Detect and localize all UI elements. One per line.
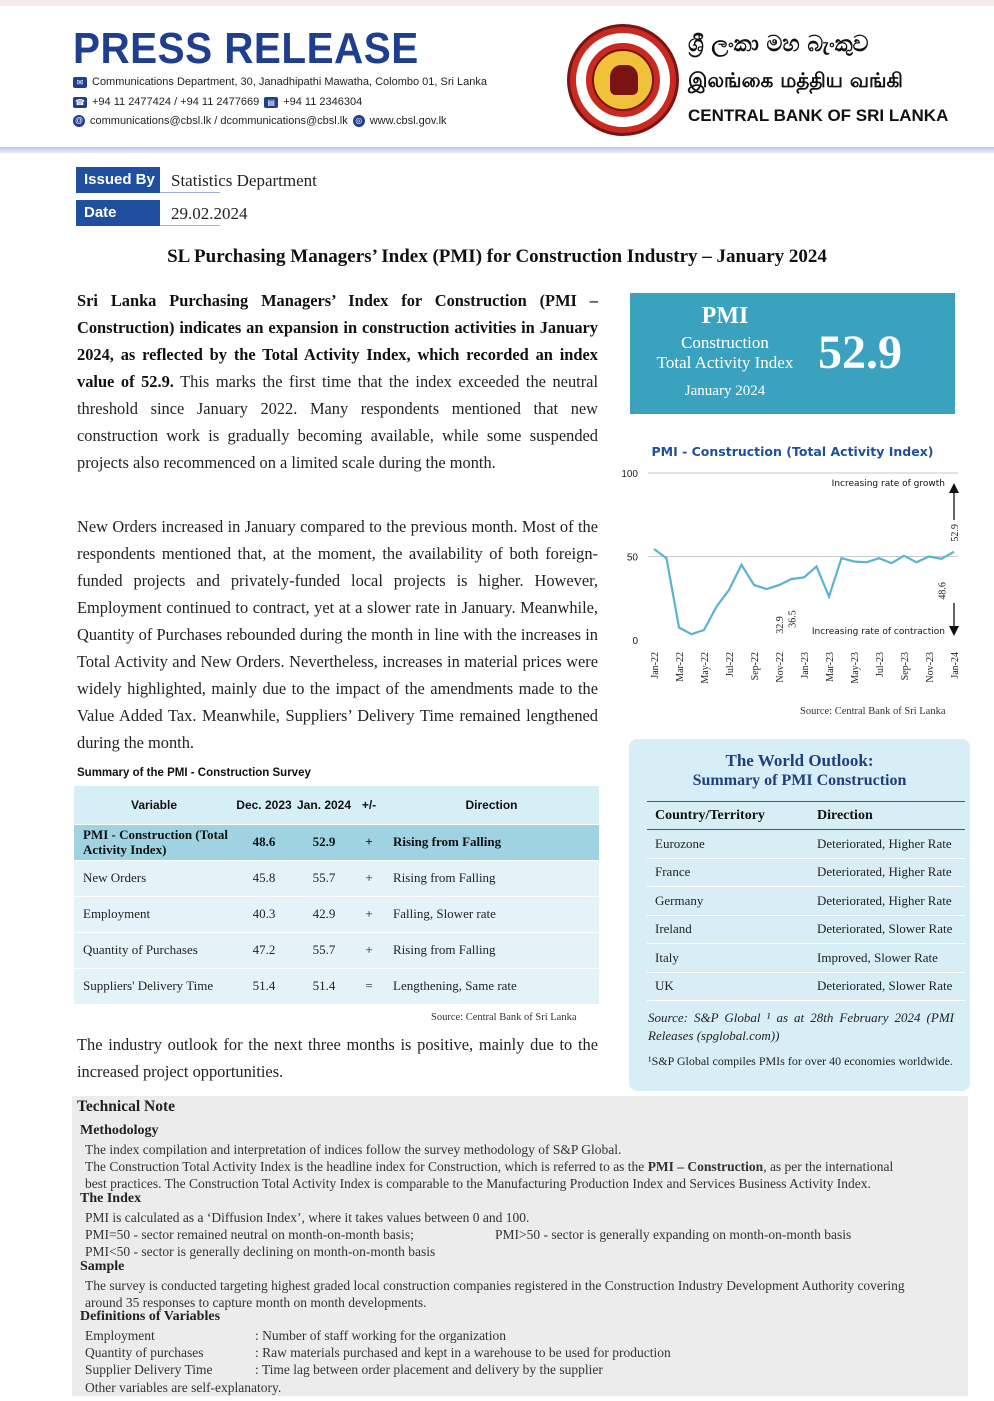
x-tick-label: Jan-24 — [950, 652, 961, 679]
definition-text: : Time lag between order placement and delivery by the supplier — [255, 1362, 603, 1377]
data-label: 48.6 — [937, 582, 949, 600]
paragraph-1-rest: This marks the first time that the index exceeded the neutral threshold since January 2022. Many respondents mentioned that new construction work is gradually becoming available, while some suspended projects also recommenced on a limited scale during the month. — [77, 372, 598, 472]
technical-note-title: Technical Note — [77, 1098, 176, 1115]
paragraph-1 — [77, 287, 598, 476]
email-line — [73, 115, 447, 127]
at-icon: @ — [74, 116, 84, 125]
down-arrow-icon — [949, 626, 959, 636]
cell-dec: 47.2 — [234, 932, 294, 968]
paragraph-1-lead: Sri Lanka Purchasing Managers’ Index for Construction (PMI – Construction) indicates an expansion in construction activities in January 2024, as reflected by the Total Activity Index, which recorded an index value of 52.9. — [77, 291, 598, 391]
cell-country: UK — [647, 972, 809, 1001]
table-row — [74, 860, 599, 896]
cell-jan: 42.9 — [294, 896, 354, 932]
cell-country: Italy — [647, 944, 809, 973]
issued-by-value: Statistics Department — [171, 171, 317, 190]
bank-name-tamil: இலங்கை மத்திய வங்கி — [688, 68, 903, 92]
key-box-period: January 2024 — [684, 383, 766, 399]
definitions-title: Definitions of Variables — [80, 1309, 221, 1324]
x-tick-label: Nov-23 — [925, 652, 936, 683]
x-tick-label: Sep-22 — [750, 652, 761, 681]
cell-dec: 48.6 — [234, 824, 294, 860]
key-index-box — [630, 293, 955, 414]
cell-direction: Deteriorated, Slower Rate — [809, 972, 965, 1001]
phone-text: +94 11 2477424 / +94 11 2477669 — [92, 96, 260, 108]
cell-sign: = — [354, 968, 384, 1004]
col-sign: +/- — [354, 786, 384, 824]
x-tick-label: Jan-23 — [800, 652, 811, 679]
lion-emblem — [610, 65, 638, 95]
col-direction: Direction — [384, 786, 599, 824]
data-label: 36.5 — [787, 610, 799, 628]
key-box-label — [630, 333, 820, 373]
cell-country: Eurozone — [647, 830, 809, 859]
chart-source: Source: Central Bank of Sri Lanka — [800, 706, 946, 717]
definition-text: : Number of staff working for the organization — [255, 1328, 507, 1343]
x-tick-label: Mar-22 — [675, 652, 686, 682]
cell-variable: Quantity of Purchases — [74, 932, 234, 968]
methodology-2 — [85, 1158, 893, 1175]
cell-country: Germany — [647, 887, 809, 916]
world-outlook-table — [647, 801, 965, 1001]
cell-variable: Suppliers' Delivery Time — [74, 968, 234, 1004]
y-tick-label: 0 — [632, 636, 638, 647]
col-country: Country/Territory — [647, 802, 809, 830]
paragraph-2: New Orders increased in January compared to the previous month. Most of the respondents mentioned that, at the moment, the availability of both foreign-funded projects and privately-funded local projects is higher. However, Employment continued to contract, yet at a slower rate in January. Meanwhile, Quantity of Purchases rebounded during the month in line with the increases in Total Activity and New Orders. Nevertheless, increases in material prices were widely highlighted, mainly due to the impact of the amendments made to the Value Added Tax. Meanwhile, Suppliers’ Delivery Time remained lengthened during the month. — [77, 517, 598, 752]
index-1: PMI is calculated as a ‘Diffusion Index’, where it takes values between 0 and 100. — [85, 1210, 530, 1225]
methodology-title: Methodology — [80, 1123, 159, 1138]
key-box-line1: Construction — [681, 333, 769, 352]
x-tick-label: May-23 — [850, 652, 861, 684]
definition-term: Employment — [85, 1328, 155, 1343]
index-3: PMI<50 - sector is generally declining on month-on-month basis — [85, 1244, 436, 1259]
cell-jan: 51.4 — [294, 968, 354, 1004]
web-text[interactable]: www.cbsl.gov.lk — [369, 115, 447, 127]
cell-jan: 55.7 — [294, 860, 354, 896]
methodology-2a: The Construction Total Activity Index is the headline index for Construction, which is referred to as the — [85, 1159, 648, 1174]
press-release-title: PRESS RELEASE — [73, 24, 419, 73]
x-tick-label: Nov-22 — [775, 652, 786, 683]
methodology-2b: PMI – Construction — [647, 1159, 764, 1174]
cell-sign: + — [354, 896, 384, 932]
sample-1: The survey is conducted targeting highest graded local construction companies registered in the Construction Industry Development Authority covering — [85, 1278, 905, 1293]
cell-sign: + — [354, 932, 384, 968]
col-dec: Dec. 2023 — [234, 786, 294, 824]
x-tick-label: May-22 — [700, 652, 711, 684]
world-outlook-source: Source: S&P Global ¹ as at 28th February 2024 (PMI Releases (spglobal.com)) — [648, 1010, 954, 1043]
cell-jan: 52.9 — [294, 824, 354, 860]
table-row — [74, 968, 599, 1004]
table-row — [74, 932, 599, 968]
definition-text: : Raw materials purchased and kept in a warehouse to be used for production — [255, 1345, 671, 1360]
key-box-title: PMI — [701, 303, 749, 329]
issued-by-label: Issued By — [76, 167, 160, 193]
pmi-line-chart — [612, 460, 972, 690]
chart-title: PMI - Construction (Total Activity Index) — [651, 444, 934, 459]
annotation-contraction: Increasing rate of contraction — [811, 627, 945, 637]
world-outlook-title: The World Outlook: — [725, 751, 874, 770]
cell-direction: Rising from Falling — [384, 932, 599, 968]
index-2a: PMI=50 - sector remained neutral on month-on-month basis; — [85, 1227, 414, 1242]
definition-term: Quantity of purchases — [85, 1345, 204, 1360]
cell-country: Ireland — [647, 915, 809, 944]
definition-term: Supplier Delivery Time — [85, 1362, 213, 1377]
header-divider — [0, 147, 994, 153]
cell-direction: Lengthening, Same rate — [384, 968, 599, 1004]
summary-table-title: Summary of the PMI - Construction Survey — [77, 767, 311, 779]
headline: SL Purchasing Managers’ Index (PMI) for Construction Industry – January 2024 — [167, 246, 827, 267]
cell-variable: PMI - Construction (Total Activity Index) — [74, 824, 234, 860]
cell-direction: Rising from Falling — [384, 860, 599, 896]
annotation-growth: Increasing rate of growth — [831, 479, 945, 489]
up-arrow-icon — [949, 483, 959, 493]
summary-table — [74, 786, 599, 1004]
x-tick-label: Sep-23 — [900, 652, 911, 681]
address-line — [73, 76, 487, 88]
x-tick-label: Jul-22 — [725, 652, 736, 677]
top-band — [0, 0, 994, 6]
col-variable: Variable — [74, 786, 234, 824]
cell-dec: 45.8 — [234, 860, 294, 896]
cell-variable: Employment — [74, 896, 234, 932]
methodology-1: The index compilation and interpretation of indices follow the survey methodology of S&P Global. — [85, 1142, 622, 1157]
phone-icon: ☎ — [73, 97, 87, 108]
mail-icon: ✉ — [73, 77, 87, 88]
table-row — [74, 896, 599, 932]
x-tick-label: Mar-23 — [825, 652, 836, 682]
list-item — [647, 858, 965, 887]
cell-direction: Deteriorated, Higher Rate — [809, 830, 965, 859]
y-tick-label: 50 — [626, 552, 638, 564]
date-label: Date — [76, 200, 160, 226]
cell-direction: Falling, Slower rate — [384, 896, 599, 932]
fax-text: +94 11 2346304 — [283, 96, 363, 108]
y-tick-label: 100 — [621, 469, 638, 480]
x-tick-label: Jul-23 — [875, 652, 886, 677]
world-outlook-header — [647, 802, 965, 830]
sample-title: Sample — [80, 1259, 125, 1274]
globe-icon: ◎ — [353, 115, 365, 127]
world-outlook-subtitle: Summary of PMI Construction — [692, 772, 907, 789]
cell-direction: Improved, Slower Rate — [809, 944, 965, 973]
col-direction: Direction — [809, 802, 965, 830]
col-jan: Jan. 2024 — [294, 786, 354, 824]
bank-name-sinhala: ශ්‍රී ලංකා මහ බැංකුව — [688, 32, 869, 57]
cell-variable: New Orders — [74, 860, 234, 896]
world-outlook-footnote: ¹S&P Global compiles PMIs for over 40 economies worldwide. — [648, 1054, 953, 1068]
cell-country: France — [647, 858, 809, 887]
list-item — [647, 915, 965, 944]
sample-2: around 35 responses to capture month on month developments. — [85, 1295, 427, 1310]
cell-dec: 40.3 — [234, 896, 294, 932]
series-line — [654, 549, 954, 634]
list-item — [647, 944, 965, 973]
x-tick-label: Jan-22 — [650, 652, 661, 679]
email-text[interactable]: communications@cbsl.lk / dcommunications@cbsl.lk — [90, 115, 348, 127]
cell-sign: + — [354, 824, 384, 860]
fax-icon: ▤ — [264, 97, 278, 108]
bank-name-english: CENTRAL BANK OF SRI LANKA — [688, 106, 949, 125]
key-box-line2: Total Activity Index — [656, 353, 794, 372]
cell-dec: 51.4 — [234, 968, 294, 1004]
key-box-value: 52.9 — [818, 326, 902, 379]
table-row — [74, 824, 599, 860]
cell-jan: 55.7 — [294, 932, 354, 968]
summary-table-header — [74, 786, 599, 824]
index-title: The Index — [80, 1191, 142, 1206]
list-item — [647, 887, 965, 916]
central-bank-seal — [567, 24, 679, 136]
cell-sign: + — [354, 860, 384, 896]
data-label: 52.9 — [950, 524, 961, 542]
technical-note — [72, 1096, 968, 1396]
phone-line — [73, 96, 362, 108]
cell-direction: Deteriorated, Higher Rate — [809, 858, 965, 887]
methodology-3: best practices. The Construction Total Activity Index is comparable to the Manufacturing Production Index and Services Business Activity Index. — [85, 1176, 871, 1191]
data-label: 32.9 — [775, 616, 786, 634]
cell-direction: Deteriorated, Slower Rate — [809, 915, 965, 944]
list-item — [647, 972, 965, 1001]
cell-direction: Rising from Falling — [384, 824, 599, 860]
date-value: 29.02.2024 — [171, 204, 248, 223]
methodology-2c: , as per the international — [763, 1159, 894, 1174]
address-text: Communications Department, 30, Janadhipathi Mawatha, Colombo 01, Sri Lanka — [92, 76, 487, 88]
table-source: Source: Central Bank of Sri Lanka — [431, 1012, 577, 1023]
seal-center — [592, 49, 654, 111]
world-outlook-panel — [629, 739, 970, 1091]
list-item — [647, 830, 965, 859]
cell-direction: Deteriorated, Higher Rate — [809, 887, 965, 916]
index-2b: PMI>50 - sector is generally expanding on month-on-month basis — [495, 1227, 852, 1242]
paragraph-3: The industry outlook for the next three months is positive, mainly due to the increased project opportunities. — [77, 1035, 598, 1081]
other-variables: Other variables are self-explanatory. — [85, 1380, 282, 1395]
